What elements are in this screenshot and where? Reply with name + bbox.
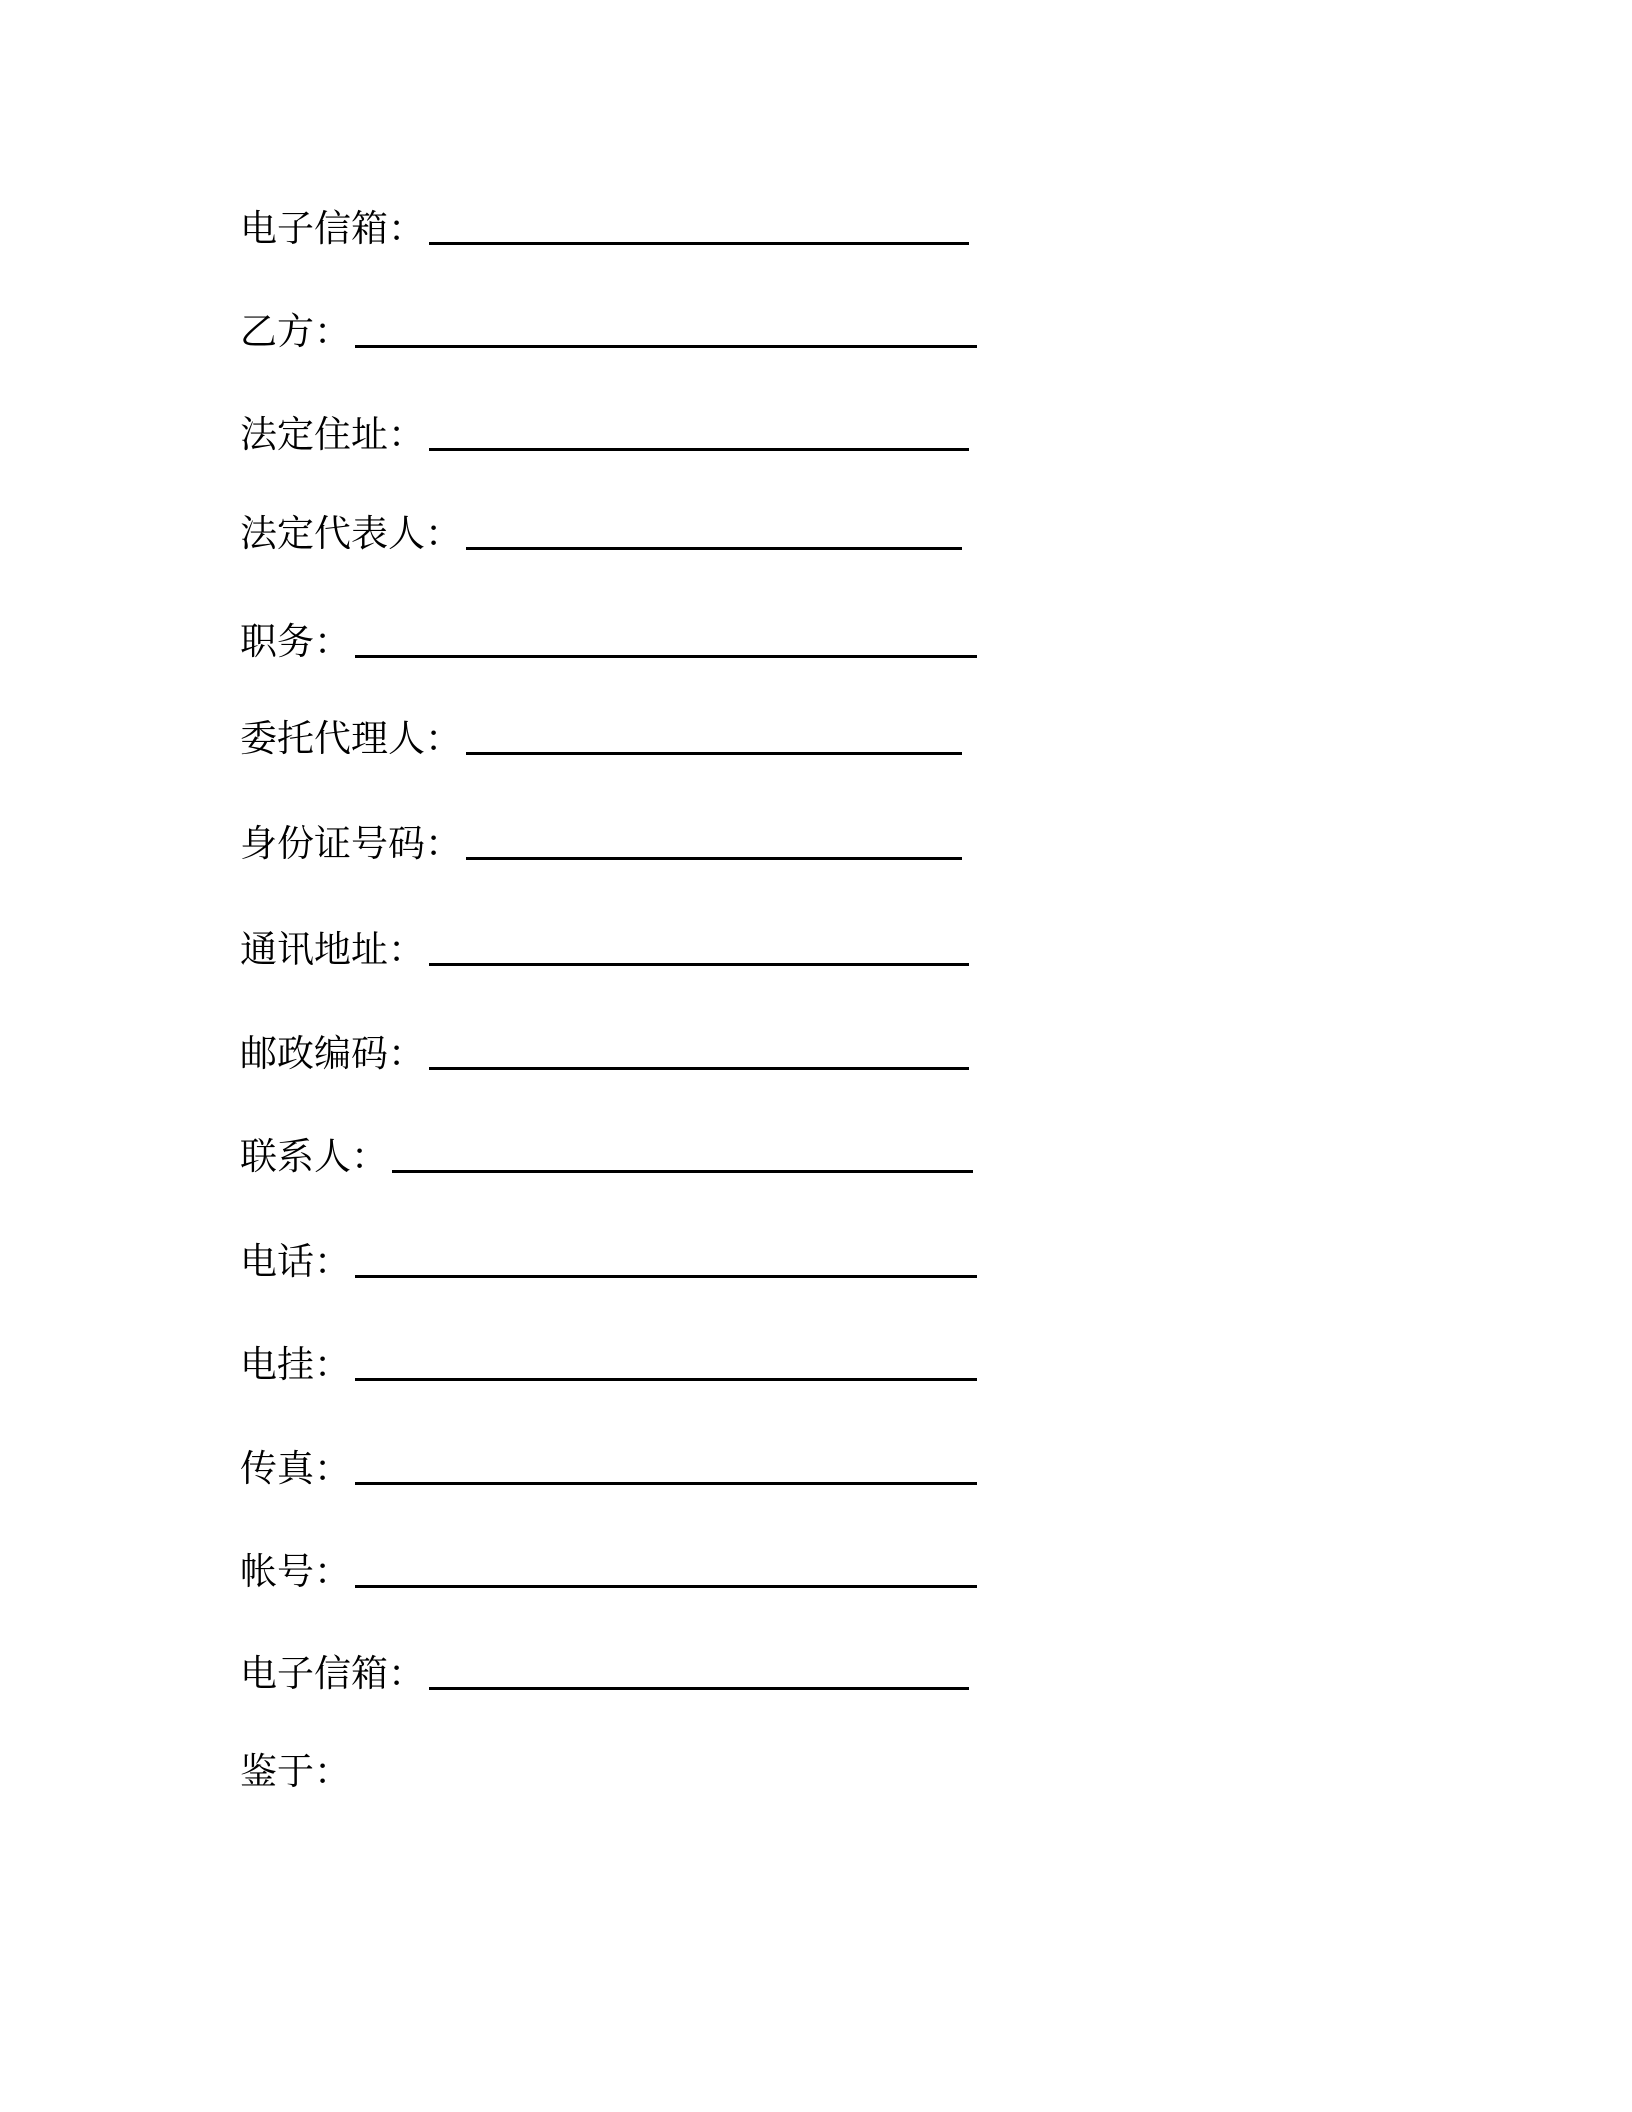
field-label: 帐号： (240, 1550, 351, 1593)
field-label: 法定代表人： (240, 512, 462, 555)
fill-in-blank[interactable] (355, 1482, 977, 1485)
fill-in-blank[interactable] (392, 1170, 973, 1173)
field-label: 电子信箱： (240, 1652, 425, 1695)
field-label: 通讯地址： (240, 928, 425, 971)
field-row-account (240, 1540, 977, 1593)
fill-in-blank[interactable] (429, 963, 969, 966)
field-row-mailing-address (240, 918, 969, 971)
field-label: 身份证号码： (240, 822, 462, 865)
field-label: 职务： (240, 620, 351, 663)
field-row-cable (240, 1333, 977, 1386)
field-row-legal-address (240, 403, 969, 456)
fill-in-blank[interactable] (429, 448, 969, 451)
field-row-email-bottom (240, 1642, 969, 1695)
field-row-contact-person (240, 1125, 973, 1178)
field-label: 电挂： (240, 1343, 351, 1386)
field-row-party-b (240, 300, 977, 353)
fill-in-blank[interactable] (466, 857, 962, 860)
fill-in-blank[interactable] (355, 655, 977, 658)
field-label: 法定住址： (240, 413, 425, 456)
field-row-postal-code (240, 1022, 969, 1075)
fill-in-blank[interactable] (466, 752, 962, 755)
field-row-legal-representative (240, 502, 962, 555)
field-label: 乙方： (240, 310, 351, 353)
field-label: 电子信箱： (240, 207, 425, 250)
fill-in-blank[interactable] (429, 242, 969, 245)
field-label: 委托代理人： (240, 717, 462, 760)
closing-row (240, 1740, 351, 1793)
whereas-label: 鉴于： (240, 1750, 351, 1793)
field-row-email-top (240, 197, 969, 250)
fill-in-blank[interactable] (429, 1067, 969, 1070)
field-row-fax (240, 1437, 977, 1490)
field-row-agent (240, 707, 962, 760)
field-label: 联系人： (240, 1135, 388, 1178)
fill-in-blank[interactable] (429, 1687, 969, 1690)
field-row-phone (240, 1230, 977, 1283)
fill-in-blank[interactable] (355, 1275, 977, 1278)
field-row-position (240, 610, 977, 663)
field-row-id-number (240, 812, 962, 865)
fill-in-blank[interactable] (355, 1378, 977, 1381)
field-label: 传真： (240, 1447, 351, 1490)
field-label: 邮政编码： (240, 1032, 425, 1075)
fill-in-blank[interactable] (355, 1585, 977, 1588)
field-label: 电话： (240, 1240, 351, 1283)
fill-in-blank[interactable] (466, 547, 962, 550)
fill-in-blank[interactable] (355, 345, 977, 348)
